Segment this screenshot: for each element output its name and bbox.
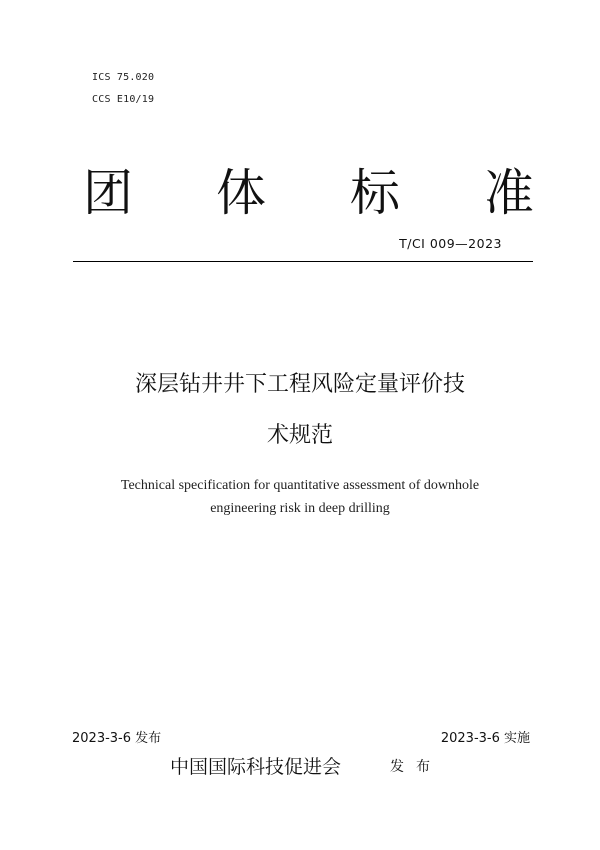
publisher-name: 中国国际科技促进会: [170, 756, 342, 778]
english-title-line-2: engineering risk in deep drilling: [210, 501, 390, 516]
heading-char-2: 体: [216, 164, 266, 222]
publish-label: 发布: [390, 759, 442, 775]
header-divider: [73, 261, 533, 262]
release-date: 2023-3-6 发布: [72, 731, 162, 746]
implementation-date: 2023-3-6 实施: [440, 731, 530, 746]
heading-char-1: 团: [83, 164, 133, 222]
english-title-line-1: Technical specification for quantitative assessment of downhole: [120, 478, 480, 493]
ccs-code: CCS E10/19: [92, 94, 155, 105]
chinese-title-line-1: 深层钻井井下工程风险定量评价技: [134, 372, 465, 397]
chinese-title-line-2: 术规范: [266, 423, 333, 448]
heading-char-4: 准: [484, 164, 534, 222]
ics-code: ICS 75.020: [92, 72, 155, 83]
heading-char-3: 标: [350, 164, 400, 222]
standard-number: T/CI 009—2023: [399, 236, 502, 251]
